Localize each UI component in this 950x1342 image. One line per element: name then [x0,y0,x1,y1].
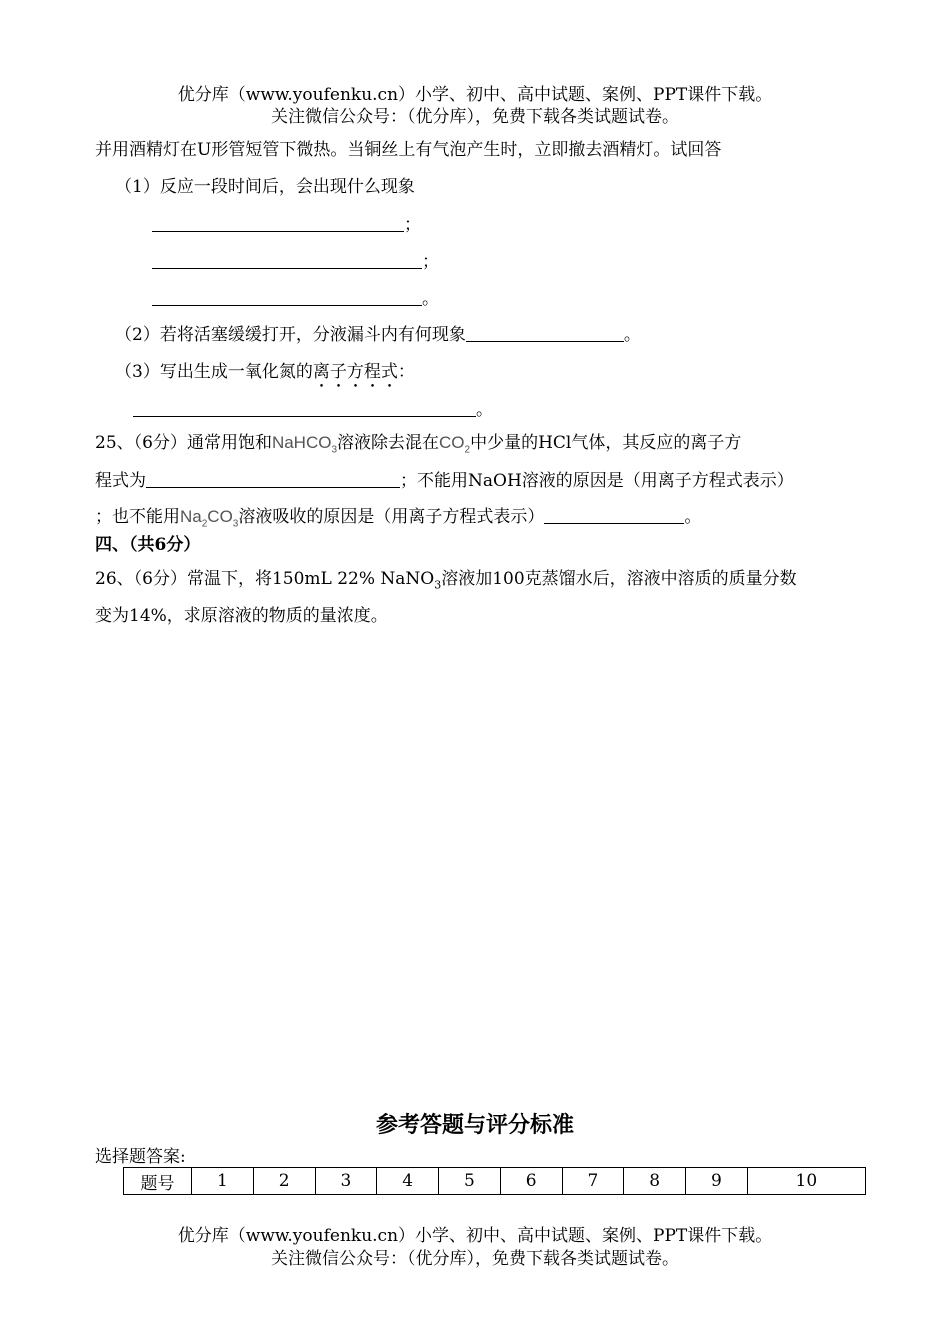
answer-blank[interactable] [146,470,400,488]
answer-blank[interactable] [152,288,422,306]
formula-main: CO [207,507,233,526]
table-cell: 8 [624,1168,686,1195]
answer-blank[interactable] [152,251,422,269]
q25-line-1 [95,428,741,455]
answer-blank[interactable] [152,214,404,232]
q24-sub3-answer [133,395,493,420]
q24-sub2 [115,320,641,345]
q24-sub3 [115,357,415,392]
q25-text: 。 [684,507,702,527]
q24-sub1: （1）反应一段时间后，会出现什么现象 [115,177,415,197]
table-cell: 6 [500,1168,562,1195]
q24-sub3-post: ： [397,362,415,382]
formula-sub: 2 [201,518,208,530]
header-line-2: 关注微信公众号：（优分库），免费下载各类试题试卷。 [271,107,679,127]
q25-text: 溶液除去混在 [337,433,440,453]
q24-answer-line-2 [152,247,439,272]
q24-sub2-text: （2）若将活塞缓缓打开，分液漏斗内有何现象 [115,325,466,345]
answer-blank[interactable] [466,324,624,342]
table-cell: 4 [377,1168,439,1195]
table-cell: 2 [253,1168,315,1195]
q25-text: 程式为 [95,471,146,491]
answer-table [123,1167,866,1195]
formula-sub: 2 [464,444,471,456]
table-row [124,1168,866,1195]
q24-answer-line-3 [152,284,439,309]
q26-text: 溶液加100克蒸馏水后，溶液中溶质的质量分数 [441,569,797,589]
table-cell: 3 [315,1168,377,1195]
formula-nahco3 [271,433,338,456]
formula-sub: 3 [331,444,338,456]
q25-text: ；不能用NaOH溶液的原因是（用离子方程式表示） [400,471,794,491]
q25-text: ；也不能用 [95,507,180,527]
formula-main: Na [180,507,202,526]
formula-main: CO [439,433,465,452]
q25-line-2 [95,466,794,491]
table-cell: 10 [747,1168,865,1195]
answer-blank[interactable] [133,399,476,417]
table-cell: 5 [439,1168,501,1195]
formula-co2 [439,433,471,456]
formula-sub: 3 [232,518,239,530]
header-line-1: 优分库（www.youfenku.cn）小学、初中、高中试题、案例、PPT课件下载。 [177,85,773,105]
formula-main: NaHCO [271,433,332,452]
answer-key-title: 参考答题与评分标准 [375,1113,574,1138]
q26-line-1 [95,564,797,591]
q25-text: 中少量的HCl气体，其反应的离子方 [470,433,742,453]
answer-key-label: 选择题答案: [95,1147,186,1167]
formula-sub: 3 [434,578,442,592]
q26-text: 26、（6分）常温下，将150mL 22% NaNO [95,569,435,589]
table-cell: 题号 [124,1168,192,1195]
table-cell: 9 [686,1168,748,1195]
q24-sub3-end: 。 [476,400,493,420]
footer-line-1: 优分库（www.youfenku.cn）小学、初中、高中试题、案例、PPT课件下载。 [177,1226,773,1246]
table-cell: 7 [562,1168,624,1195]
blank-end: ； [422,252,439,272]
section-4-heading: 四、（共6分） [95,535,201,555]
q24-intro: 并用酒精灯在U形管短管下微热。当铜丝上有气泡产生时，立即撤去酒精灯。试回答 [95,140,722,160]
answer-blank[interactable] [544,506,684,524]
q24-sub3-emphasis: 离子方程式 [312,362,398,382]
q25-line-3 [95,502,701,529]
blank-end: 。 [422,289,439,309]
q24-answer-line-1 [152,210,421,235]
formula-na2co3 [180,507,239,530]
q25-text: 溶液吸收的原因是（用离子方程式表示） [238,507,545,527]
q24-sub2-end: 。 [623,325,641,345]
table-cell: 1 [192,1168,254,1195]
q25-text: 25、（6分）通常用饱和 [95,433,272,453]
blank-end: ； [404,215,421,235]
q26-line-2: 变为14%，求原溶液的物质的量浓度。 [95,606,388,626]
q24-sub3-pre: （3）写出生成一氧化氮的 [115,362,313,382]
footer-line-2: 关注微信公众号：（优分库），免费下载各类试题试卷。 [271,1249,679,1269]
